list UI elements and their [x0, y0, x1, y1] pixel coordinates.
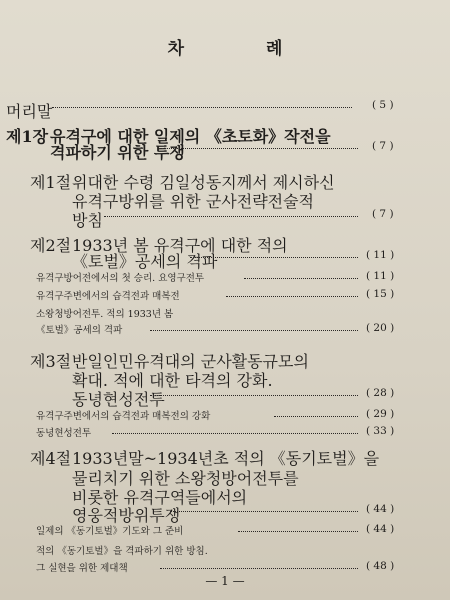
subsection-title: 일제의 《동기토벌》기도와 그 준비 [36, 526, 184, 537]
dot-leader [52, 106, 352, 108]
section-label: 제2절 [30, 236, 72, 255]
section-label: 제3절 [30, 352, 72, 371]
page-number: ( 11 ) [366, 270, 395, 282]
subsection-title: 동녕현성전투 [36, 428, 92, 439]
subsection-title: 유격구주변에서의 습격전과 매복전의 강화 [36, 411, 211, 422]
page-number: ( 7 ) [372, 208, 394, 220]
page-number: ( 15 ) [366, 288, 395, 300]
page-footer-number: — 1 — [205, 574, 245, 588]
section-title-line: 물리치기 위한 소왕청방어전투를 [72, 469, 299, 488]
page-number: ( 33 ) [366, 425, 395, 437]
subsection-title-line: 적의 《동기토벌》을 격파하기 위한 방침. [36, 546, 208, 557]
page-title: 차 례 [167, 39, 321, 59]
page-number: ( 44 ) [366, 503, 395, 515]
page-number: ( 20 ) [366, 322, 395, 334]
page-number: ( 44 ) [366, 523, 395, 535]
dot-leader [150, 329, 358, 331]
page-number: ( 28 ) [366, 387, 395, 399]
subsection-title: 유격구주변에서의 습격전과 매복전 [36, 291, 180, 302]
section-label: 제4절 [30, 449, 72, 468]
section-title-line: 1933년말~1934년초 적의 《동기토벌》을 [72, 449, 380, 468]
dot-leader [244, 277, 358, 279]
page-number: ( 48 ) [366, 560, 395, 572]
section-title-line: 방침 [72, 211, 103, 230]
section-title-line: 위대한 수령 김일성동지께서 제시하신 [72, 173, 335, 192]
section-title-line: 《토벌》공세의 격파 [72, 252, 218, 271]
chapter-label: 제1장 [6, 127, 49, 146]
dot-leader [238, 530, 358, 532]
toc-entry-preface: 머리말 [6, 102, 53, 121]
dot-leader [160, 567, 358, 569]
section-title-line: 동녕현성전투 [72, 390, 165, 409]
section-title-line: 유격구방위를 위한 군사전략전술적 [72, 192, 315, 211]
dot-leader [150, 394, 358, 396]
dot-leader [104, 215, 358, 217]
subsection-title-line: 소왕청방어전투. 적의 1933년 봄 [36, 309, 174, 320]
section-title-line: 반일인민유격대의 군사활동규모의 [72, 352, 309, 371]
dot-leader [170, 510, 358, 512]
subsection-title: 유격구방어전에서의 첫 승리. 요영구전투 [36, 273, 205, 284]
dot-leader [226, 295, 358, 297]
section-title-line: 확대. 적에 대한 타격의 강화. [72, 371, 273, 390]
dot-leader [190, 256, 358, 258]
subsection-title-line: 《토벌》공세의 격파 [36, 325, 123, 336]
dot-leader [112, 432, 358, 434]
page-number: ( 11 ) [366, 249, 395, 261]
chapter-title-line: 유격구에 대한 일제의 《초토화》작전을 [50, 127, 331, 146]
section-title-line: 영웅적방위투쟁 [72, 506, 181, 525]
section-title-line: 비롯한 유격구역들에서의 [72, 488, 248, 507]
page-number: ( 29 ) [366, 408, 395, 420]
section-label: 제1절 [30, 173, 72, 192]
dot-leader [160, 147, 358, 149]
page-number: ( 5 ) [372, 99, 394, 111]
chapter-title-line: 격파하기 위한 투쟁 [50, 143, 185, 162]
page-number: ( 7 ) [372, 140, 394, 152]
subsection-title-line: 그 실현을 위한 제대책 [36, 563, 128, 574]
section-title-line: 1933년 봄 유격구에 대한 적의 [72, 236, 288, 255]
dot-leader [274, 415, 358, 417]
